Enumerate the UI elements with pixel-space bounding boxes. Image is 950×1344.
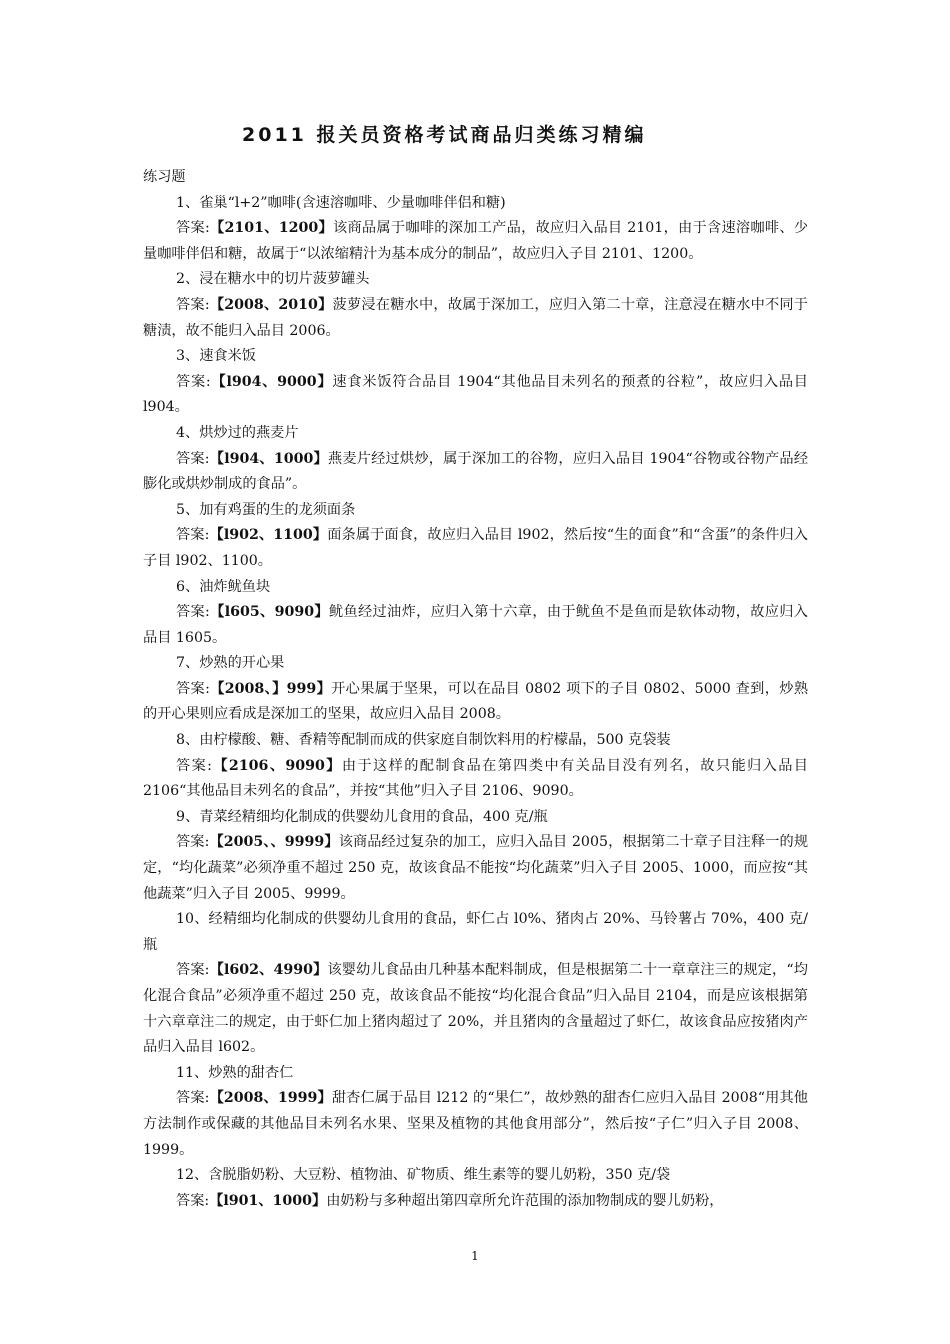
answer-paragraph	[143, 830, 808, 907]
answer-label: 答案:	[176, 1192, 210, 1209]
answer-label: 答案:	[176, 680, 210, 697]
question-text: 11、炒熟的甜杏仁	[176, 1064, 294, 1081]
answer-paragraph	[143, 370, 808, 421]
answer-paragraph	[143, 754, 808, 805]
answer-label: 答案:	[176, 1090, 210, 1107]
answer-explanation: 该商品经过复杂的加工，应归入品目 2005，根据第二十章子目注释一的规定，“均化蔬菜”必须净重不超过 250 克，故该食品不能按“均化蔬菜”归入子目 2005、1000，而应按“其他蔬菜”归入子目 2005、9999。	[143, 834, 809, 902]
question-text: 6、油炸鱿鱼块	[176, 578, 271, 595]
answer-explanation: 该婴幼儿食品由几种基本配料制成，但是根据第二十一章章注三的规定，“均化混合食品”必须净重不超过 250 克，故该食品不能按“均化混合食品”归入品目 2104，而是应该根据第十六章章注二的规定，由于虾仁加上猪肉超过了 20%，并且猪肉的含量超过了虾仁，故该食品应按猪肉产品归入品目 l602。	[143, 962, 808, 1056]
answer-paragraph	[143, 1189, 808, 1215]
answer-label: 答案:	[176, 296, 210, 313]
question-text: 10、经精细均化制成的供婴幼儿食用的食品，虾仁占 l0%、猪肉占 20%、马铃薯占 70%，400 克/瓶	[143, 911, 808, 953]
hs-code: 【l904、1000】	[209, 450, 328, 467]
answer-explanation: 该商品属于咖啡的深加工产品，故应归入品目 2101，由于含速溶咖啡、少量咖啡伴侣和糖，故属于“以浓缩精汁为基本成分的制品”，故应归入子目 2101、1200。	[143, 220, 809, 262]
answer-explanation: 速食米饭符合品目 1904“其他品目未列名的预煮的谷粒”，故应归入品目 l904。	[143, 373, 808, 416]
question-text: 8、由柠檬酸、糖、香精等配制而成的供家庭自制饮料用的柠檬晶，500 克袋装	[176, 732, 671, 749]
question-text: 1、雀巢“l+2”咖啡(含速溶咖啡、少量咖啡伴侣和糖)	[176, 194, 506, 211]
exercise-list	[143, 191, 808, 1215]
answer-paragraph	[143, 677, 808, 728]
answer-explanation: 甜杏仁属于品目 l212 的“果仁”，故炒熟的甜杏仁应归入品目 2008“用其他方法制作或保藏的其他品目未列名水果、坚果及植物的其他食用部分”，然后按“子仁”归入子目 2008、1999。	[143, 1090, 808, 1158]
answer-label: 答案:	[176, 604, 210, 621]
answer-label: 答案:	[176, 834, 210, 851]
answer-explanation: 面条属于面食，故应归入品目 l902，然后按“生的面食”和“含蛋”的条件归入子目 l902、1100。	[143, 527, 808, 569]
answer-explanation: 菠萝浸在糖水中，故属于深加工，应归入第二十章，注意浸在糖水中不同于糖渍，故不能归入品目 2006。	[143, 296, 808, 339]
hs-code: 【l901、1000】	[209, 1192, 327, 1209]
answer-paragraph	[143, 216, 808, 267]
hs-code: 【2008、2010】	[209, 296, 333, 313]
answer-label: 答案:	[176, 450, 210, 467]
question-text: 7、炒熟的开心果	[176, 655, 285, 672]
answer-paragraph	[143, 447, 808, 498]
question-text: 12、含脱脂奶粉、大豆粉、植物油、矿物质、维生素等的婴儿奶粉，350 克/袋	[176, 1167, 671, 1184]
question-text: 9、青菜经精细均化制成的供婴幼儿食用的食品，400 克/瓶	[176, 808, 548, 825]
hs-code: 【l902、1100】	[209, 527, 328, 544]
answer-label: 答案:	[176, 220, 210, 237]
hs-code: 【l605、9090】	[209, 604, 329, 621]
question-text: 5、加有鸡蛋的生的龙须面条	[176, 501, 356, 518]
answer-explanation: 开心果属于坚果，可以在品目 0802 项下的子目 0802、5000 查到，炒熟的开心果则应看成是深加工的坚果，故应归入品目 2008。	[143, 680, 809, 723]
answer-paragraph	[143, 523, 808, 574]
answer-paragraph	[143, 600, 808, 651]
hs-code: 【l602、4990】	[209, 962, 328, 979]
hs-code: 【2008、1999】	[209, 1090, 332, 1107]
page-title: 2011 报关员资格考试商品归类练习精编	[242, 124, 647, 146]
answer-label: 答案:	[176, 757, 212, 774]
answer-explanation: 由奶粉与多种超出第四章所允许范围的添加物制成的婴儿奶粉，	[326, 1192, 724, 1209]
question-text: 3、速食米饭	[176, 348, 256, 365]
answer-explanation: 燕麦片经过烘炒，属于深加工的谷物，应归入品目 1904“谷物或谷物产品经膨化或烘炒制成的食品”。	[143, 450, 809, 493]
answer-paragraph	[143, 958, 808, 1060]
hs-code: 【2005、、9999】	[209, 834, 339, 851]
answer-label: 答案:	[176, 527, 210, 544]
page-number: 1	[471, 1249, 479, 1263]
question-text: 2、浸在糖水中的切片菠萝罐头	[176, 271, 370, 288]
document-body	[143, 165, 808, 1214]
answer-label: 答案:	[176, 962, 210, 979]
hs-code: 【l904、9000】	[210, 373, 333, 390]
answer-explanation: 由于这样的配制食品在第四类中有关品目没有列名，故只能归入品目 2106“其他品目未列名的食品”，并按“其他”归入子目 2106、9090。	[143, 757, 808, 800]
answer-explanation: 鱿鱼经过油炸，应归入第十六章，由于鱿鱼不是鱼而是软体动物，故应归入品目 1605。	[143, 604, 808, 646]
answer-paragraph	[143, 293, 808, 344]
hs-code: 【2008、】999】	[209, 680, 332, 697]
answer-paragraph	[143, 1086, 808, 1163]
section-label: 练习题	[143, 169, 186, 185]
question-text: 4、烘炒过的燕麦片	[176, 424, 299, 441]
hs-code: 【2101、1200】	[209, 220, 333, 237]
answer-label: 答案:	[176, 373, 211, 390]
hs-code: 【2106、9090】	[211, 757, 342, 774]
